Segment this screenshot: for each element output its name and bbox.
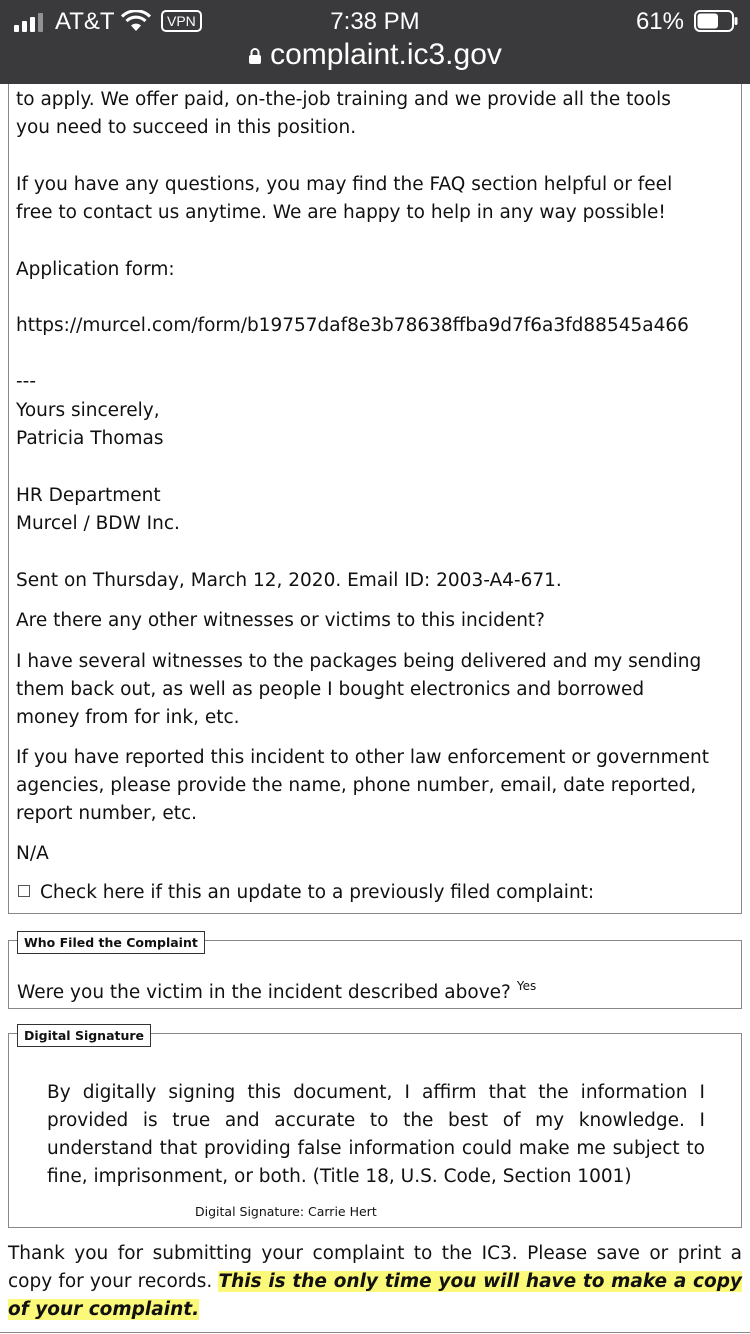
page-bottom-divider xyxy=(0,1332,750,1333)
url-text: complaint.ic3.gov xyxy=(270,38,502,71)
email-closing: Yours sincerely, Patricia Thomas xyxy=(16,400,164,449)
thanks-text: Thank you for submitting your complaint to the IC3. Please save or print a copy for your records. xyxy=(8,1243,742,1292)
victim-question: Were you the victim in the incident described above? xyxy=(17,982,511,1003)
who-filed-legend: Who Filed the Complaint xyxy=(17,931,205,954)
email-paragraph-apply: to apply. We offer paid, on-the-job training and we provide all the tools you need to succeed in this position. xyxy=(16,89,671,138)
carrier-name: AT&T xyxy=(55,8,115,35)
update-checkbox-label: Check here if this an update to a previously filed complaint: xyxy=(40,882,595,903)
battery-icon xyxy=(694,10,738,32)
browser-top-bar xyxy=(0,0,750,84)
witnesses-question: Are there any other witnesses or victims to this incident? xyxy=(16,610,545,631)
victim-answer: Yes xyxy=(516,979,537,993)
digital-signature-legend: Digital Signature xyxy=(17,1024,151,1047)
update-complaint-checkbox-row[interactable] xyxy=(16,879,594,907)
vpn-badge: VPN xyxy=(161,10,202,32)
email-department: HR Department Murcel / BDW Inc. xyxy=(16,485,180,534)
application-form-link: https://murcel.com/form/b19757daf8e3b78638ffba9d7f6a3fd88545a466 xyxy=(16,315,689,336)
email-paragraph-questions: If you have any questions, you may find the FAQ section helpful or feel free to contact us anytime. We are happy to help in any way possible! xyxy=(16,174,673,223)
email-sent-info: Sent on Thursday, March 12, 2020. Email ID: 2003-A4-671. xyxy=(16,570,562,591)
update-checkbox[interactable] xyxy=(18,885,30,897)
digital-signature-name: Digital Signature: Carrie Hert xyxy=(195,1204,377,1219)
digital-signature-fieldset xyxy=(8,1028,742,1228)
signature-affirmation: By digitally signing this document, I affirm that the information I provided is true and accurate to the best of my knowledge. I understand that providing false information could make me subject to fine, imprisonment, or both. (Title 18, U.S. Code, Section 1001) xyxy=(47,1082,705,1187)
address-bar[interactable] xyxy=(0,38,750,72)
status-time: 7:38 PM xyxy=(330,8,420,35)
reported-question: If you have reported this incident to other law enforcement or government agencies, please provide the name, phone number, email, date reported, report number, etc. xyxy=(16,747,709,824)
copy-warning-highlight: This is the only time you will have to make a copy of your complaint. xyxy=(8,1271,742,1320)
lock-icon xyxy=(248,47,262,65)
status-bar xyxy=(0,6,750,36)
battery-percent: 61% xyxy=(635,8,684,35)
reported-answer: N/A xyxy=(16,843,49,864)
witnesses-answer: I have several witnesses to the packages being delivered and my sending them back out, as well as people I bought electronics and borrowed money from for ink, etc. xyxy=(16,651,702,728)
victim-question-row xyxy=(17,972,536,1007)
application-form-label: Application form: xyxy=(16,259,175,280)
email-separator: --- xyxy=(16,371,37,392)
submission-thanks xyxy=(8,1240,742,1324)
who-filed-fieldset xyxy=(8,935,742,1009)
